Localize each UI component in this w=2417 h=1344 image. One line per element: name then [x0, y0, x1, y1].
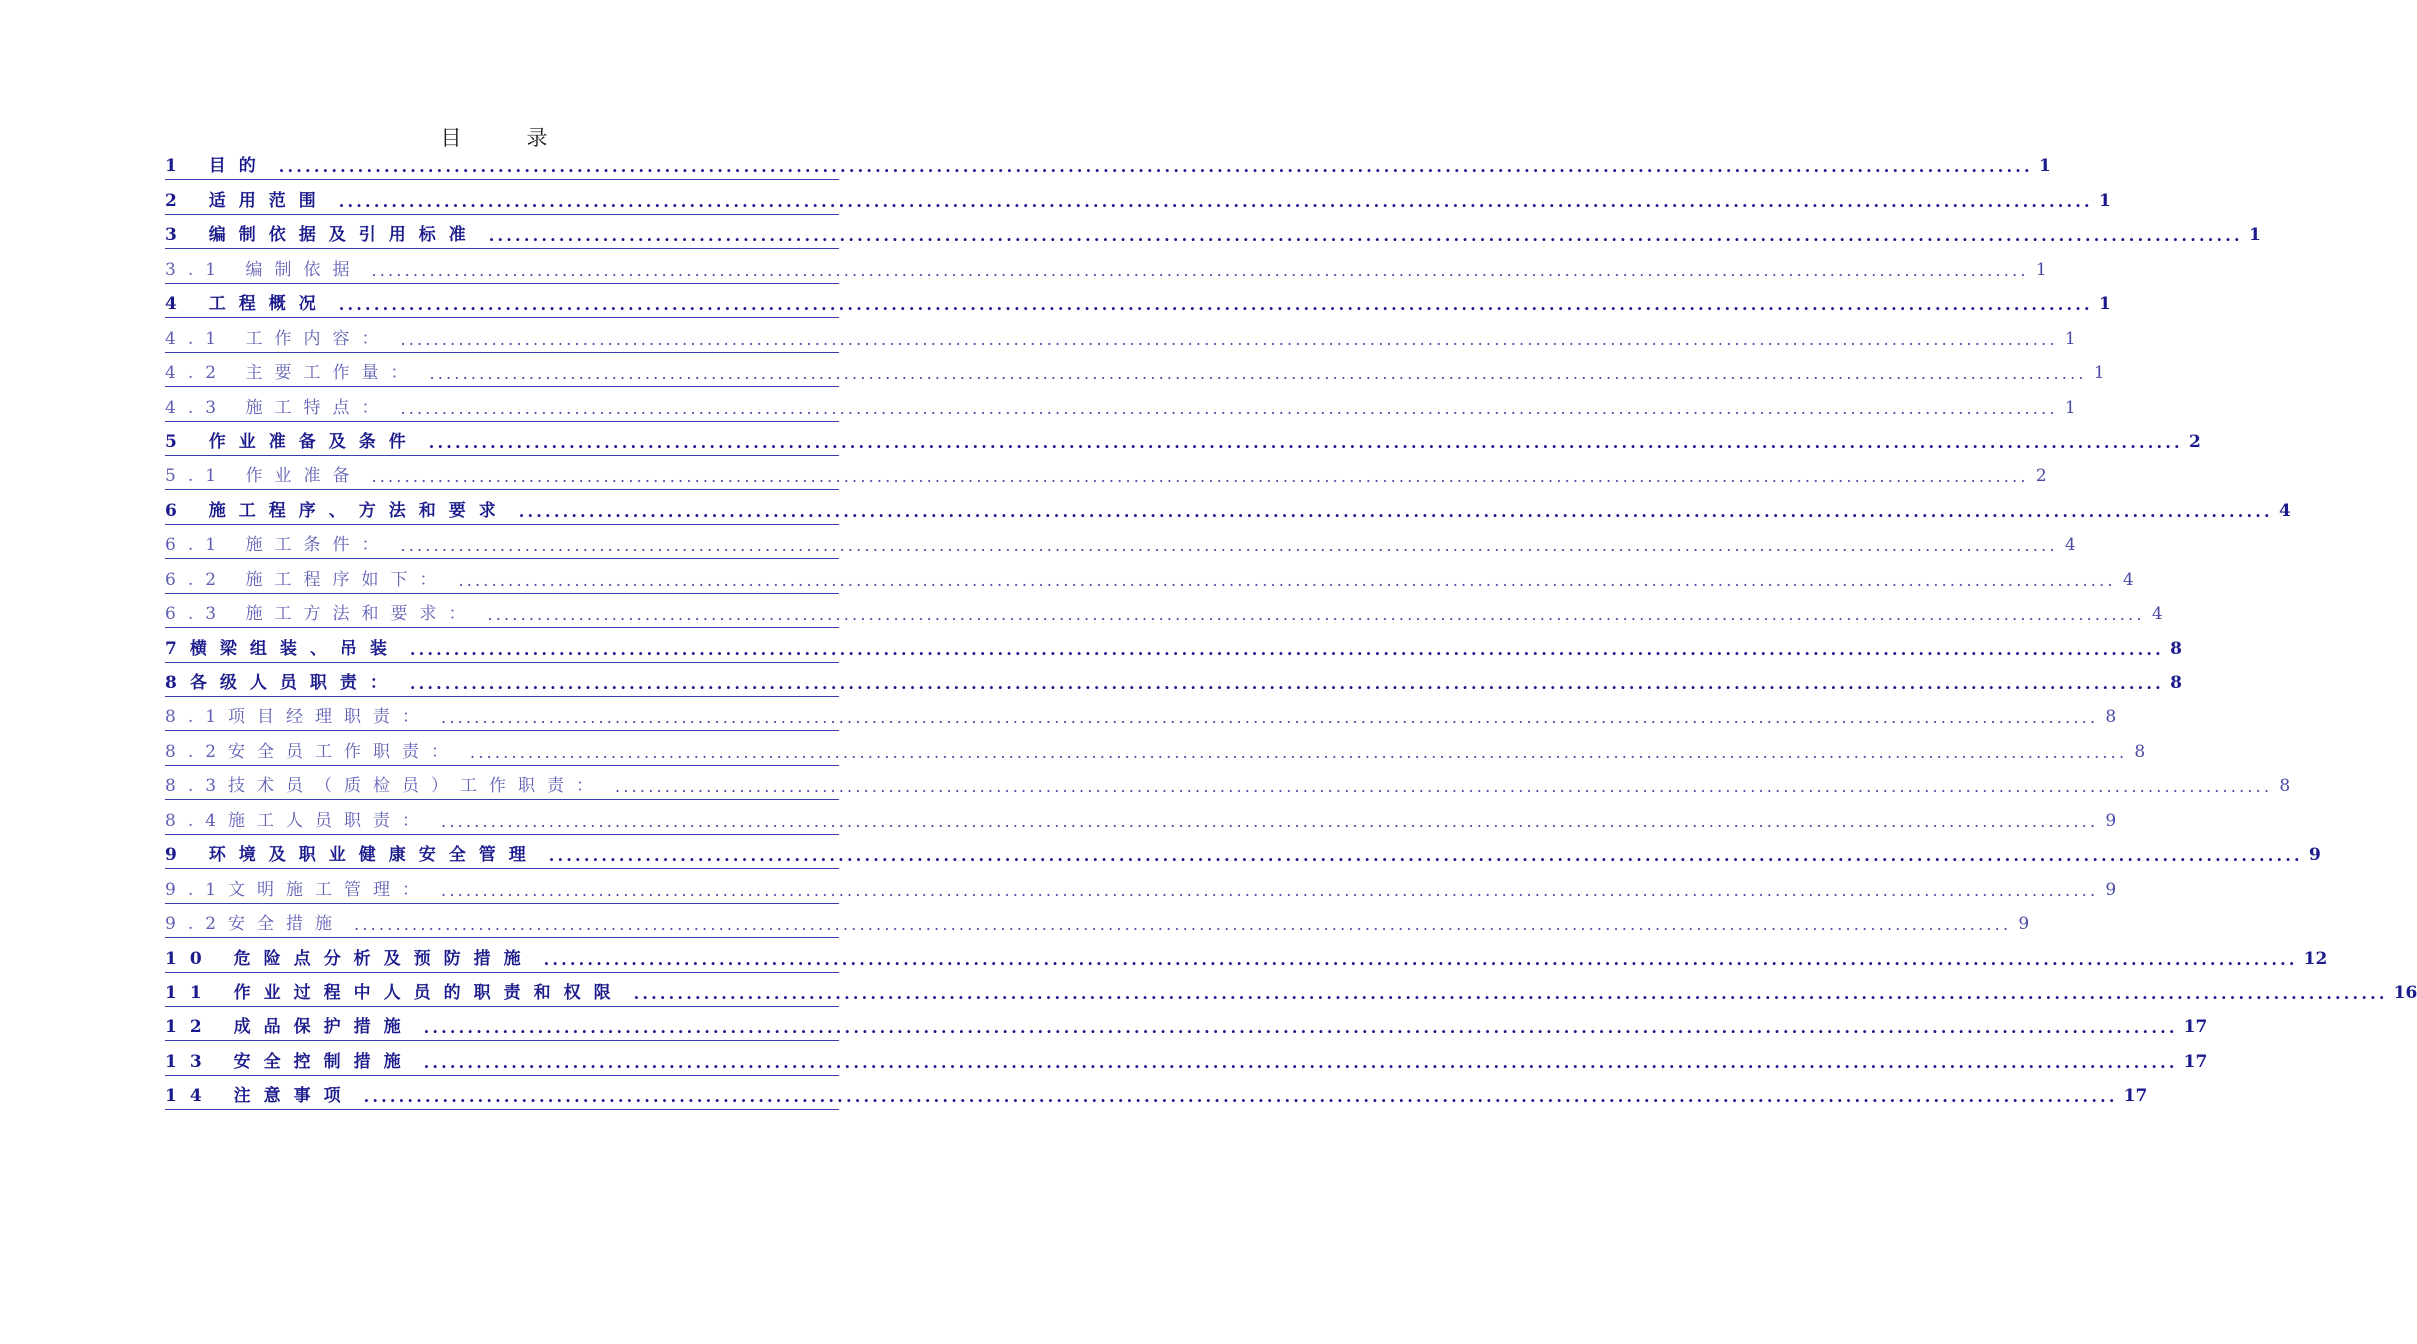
- toc-dot-leader: ........................................................................................................................................................................................................: [458, 570, 2116, 590]
- toc-dot-leader: ........................................................................................................................................................................................................: [488, 226, 2243, 246]
- toc-entry-label: 11 作业过程中人员的职责和权限: [165, 982, 624, 1003]
- toc-dot-leader: ........................................................................................................................................................................................................: [363, 1087, 2118, 1107]
- toc-entry[interactable]: [165, 938, 2328, 972]
- toc-entry-label: 8.2安全员工作职责：: [165, 741, 461, 762]
- toc-dot-leader: ........................................................................................................................................................................................................: [441, 880, 2099, 900]
- toc-entry-page-number: 8: [2279, 776, 2291, 797]
- toc-entry-label: 4.1 工作内容：: [165, 328, 391, 349]
- toc-entry-page-number: 8: [2170, 673, 2182, 693]
- toc-entry-label: 6.3 施工方法和要求：: [165, 604, 478, 625]
- toc-dot-leader: ........................................................................................................................................................................................................: [409, 674, 2164, 693]
- toc-entry-page-number: 9: [2018, 914, 2030, 935]
- toc-entry-label: 2 适用范围: [165, 190, 329, 211]
- toc-entry-page-number: 12: [2303, 948, 2328, 969]
- toc-entry[interactable]: [165, 387, 2076, 421]
- toc-dot-leader: ........................................................................................................................................................................................................: [428, 432, 2183, 452]
- toc-entry-label: 1 目的: [165, 156, 269, 177]
- toc-entry[interactable]: [165, 766, 2291, 800]
- toc-entry-label: 3 编制依据及引用标准: [165, 225, 479, 246]
- toc-entry-label: 12 成品保护措施: [165, 1017, 414, 1038]
- toc-entry-label: 10 危险点分析及预防措施: [165, 948, 534, 969]
- toc-title: 目 录: [440, 126, 570, 150]
- toc-dot-leader: ........................................................................................................................................................................................................: [371, 467, 2029, 487]
- toc-entry-page-number: 17: [2183, 1017, 2208, 1038]
- toc-dot-leader: ........................................................................................................................................................................................................: [371, 260, 2029, 280]
- toc-entry-label: 7横梁组装、吊装: [165, 638, 400, 659]
- toc-entry-page-number: 17: [2123, 1086, 2148, 1107]
- toc-dot-leader: ........................................................................................................................................................................................................: [543, 949, 2298, 969]
- toc-dot-leader: ........................................................................................................................................................................................................: [470, 742, 2128, 762]
- toc-entry-page-number: 1: [2098, 190, 2111, 211]
- toc-entry-label: 3.1 编制依据: [165, 259, 362, 280]
- toc-entry[interactable]: [165, 869, 2117, 903]
- toc-dot-leader: ........................................................................................................................................................................................................: [441, 811, 2099, 831]
- toc-entry-page-number: 8: [2170, 638, 2182, 659]
- toc-entry-label: 6.1 施工条件：: [165, 535, 391, 556]
- toc-entry-label: 8各级人员职责：: [165, 673, 400, 693]
- toc-entry-page-number: 4: [2278, 500, 2291, 521]
- toc-entry[interactable]: [165, 318, 2076, 352]
- toc-entry[interactable]: [165, 973, 2417, 1007]
- toc-entry-page-number: 1: [2035, 259, 2047, 280]
- toc-entry-label: 4 工程概况: [165, 294, 329, 315]
- toc-entry[interactable]: [165, 697, 2117, 731]
- toc-entry[interactable]: [165, 146, 2051, 180]
- toc-entry[interactable]: [165, 800, 2117, 834]
- toc-entry[interactable]: [165, 663, 2182, 697]
- toc-entry-page-number: 2: [2035, 466, 2047, 487]
- toc-entry[interactable]: [165, 284, 2111, 318]
- toc-entry-label: 5 作业准备及条件: [165, 431, 419, 452]
- toc-entry-label: 4.2 主要工作量：: [165, 363, 420, 384]
- toc-entry[interactable]: [165, 422, 2201, 456]
- toc-dot-leader: ........................................................................................................................................................................................................: [615, 777, 2273, 797]
- toc-entry-page-number: 1: [2093, 363, 2105, 384]
- toc-entry-page-number: 4: [2064, 535, 2076, 556]
- toc-entry-label: 8.4施工人员职责：: [165, 810, 432, 831]
- toc-entry[interactable]: [165, 731, 2146, 765]
- toc-entry-page-number: 1: [2248, 225, 2261, 246]
- toc-entry[interactable]: [165, 559, 2134, 593]
- toc-dot-leader: ........................................................................................................................................................................................................: [423, 1052, 2178, 1072]
- toc-entry[interactable]: [165, 525, 2076, 559]
- toc-entry[interactable]: [165, 1007, 2208, 1041]
- toc-entry-label: 9 环境及职业健康安全管理: [165, 845, 539, 866]
- toc-entry-page-number: 1: [2098, 294, 2111, 315]
- toc-entry-label: 5.1 作业准备: [165, 466, 362, 487]
- toc-entry[interactable]: [165, 456, 2047, 490]
- toc-dot-leader: ........................................................................................................................................................................................................: [338, 295, 2093, 315]
- toc-entry-label: 13 安全控制措施: [165, 1051, 414, 1072]
- toc-dot-leader: ........................................................................................................................................................................................................: [487, 605, 2145, 625]
- toc-entry-label: 14 注意事项: [165, 1086, 354, 1107]
- toc-entry[interactable]: [165, 490, 2291, 524]
- toc-dot-leader: ........................................................................................................................................................................................................: [354, 915, 2012, 935]
- toc-dot-leader: ........................................................................................................................................................................................................: [441, 708, 2099, 728]
- toc-entry-label: 9.2安全措施: [165, 914, 345, 935]
- toc-entry-label: 6 施工程序、方法和要求: [165, 500, 509, 521]
- toc-entry[interactable]: [165, 594, 2163, 628]
- toc-entry[interactable]: [165, 249, 2047, 283]
- toc-entry-page-number: 1: [2064, 328, 2076, 349]
- toc-dot-leader: ........................................................................................................................................................................................................: [338, 191, 2093, 211]
- toc-dot-leader: ........................................................................................................................................................................................................: [548, 846, 2303, 866]
- toc-dot-leader: ........................................................................................................................................................................................................: [278, 157, 2033, 177]
- toc-entry[interactable]: [165, 1041, 2208, 1075]
- toc-dot-leader: ........................................................................................................................................................................................................: [400, 536, 2058, 556]
- toc-dot-leader: ........................................................................................................................................................................................................: [423, 1018, 2178, 1038]
- toc-entry-page-number: 8: [2134, 741, 2146, 762]
- toc-entry[interactable]: [165, 835, 2321, 869]
- toc-entry-page-number: 4: [2151, 604, 2163, 625]
- toc-entry[interactable]: [165, 353, 2105, 387]
- toc-entry-page-number: 1: [2064, 397, 2076, 418]
- toc-dot-leader: ........................................................................................................................................................................................................: [409, 639, 2164, 659]
- toc-dot-leader: ........................................................................................................................................................................................................: [429, 364, 2087, 384]
- toc-entry[interactable]: [165, 180, 2111, 214]
- toc-entry-label: 6.2 施工程序如下：: [165, 569, 449, 590]
- toc-entry[interactable]: [165, 628, 2182, 662]
- toc-entry-page-number: 9: [2105, 810, 2117, 831]
- toc-entry-label: 8.1项目经理职责：: [165, 707, 432, 728]
- toc-dot-leader: ........................................................................................................................................................................................................: [400, 398, 2058, 418]
- toc-entry-page-number: 16: [2393, 982, 2417, 1003]
- toc-entry-label: 4.3 施工特点：: [165, 397, 391, 418]
- toc-entry-page-number: 2: [2188, 431, 2201, 452]
- toc-entry[interactable]: [165, 215, 2261, 249]
- toc-dot-leader: ........................................................................................................................................................................................................: [518, 501, 2273, 521]
- toc-entry-page-number: 8: [2105, 707, 2117, 728]
- toc-dot-leader: ........................................................................................................................................................................................................: [633, 983, 2388, 1003]
- toc-dot-leader: ........................................................................................................................................................................................................: [400, 329, 2058, 349]
- toc-entry[interactable]: [165, 904, 2030, 938]
- toc-entry[interactable]: [165, 1076, 2148, 1110]
- toc-entry-label: 9.1文明施工管理：: [165, 879, 432, 900]
- toc-entry-page-number: 9: [2105, 879, 2117, 900]
- toc-entry-page-number: 17: [2183, 1051, 2208, 1072]
- toc-entry-page-number: 9: [2308, 845, 2321, 866]
- table-of-contents: [165, 146, 2417, 1110]
- toc-entry-page-number: 1: [2038, 156, 2051, 177]
- toc-entry-label: 8.3技术员（质检员）工作职责：: [165, 776, 606, 797]
- toc-entry-page-number: 4: [2122, 569, 2134, 590]
